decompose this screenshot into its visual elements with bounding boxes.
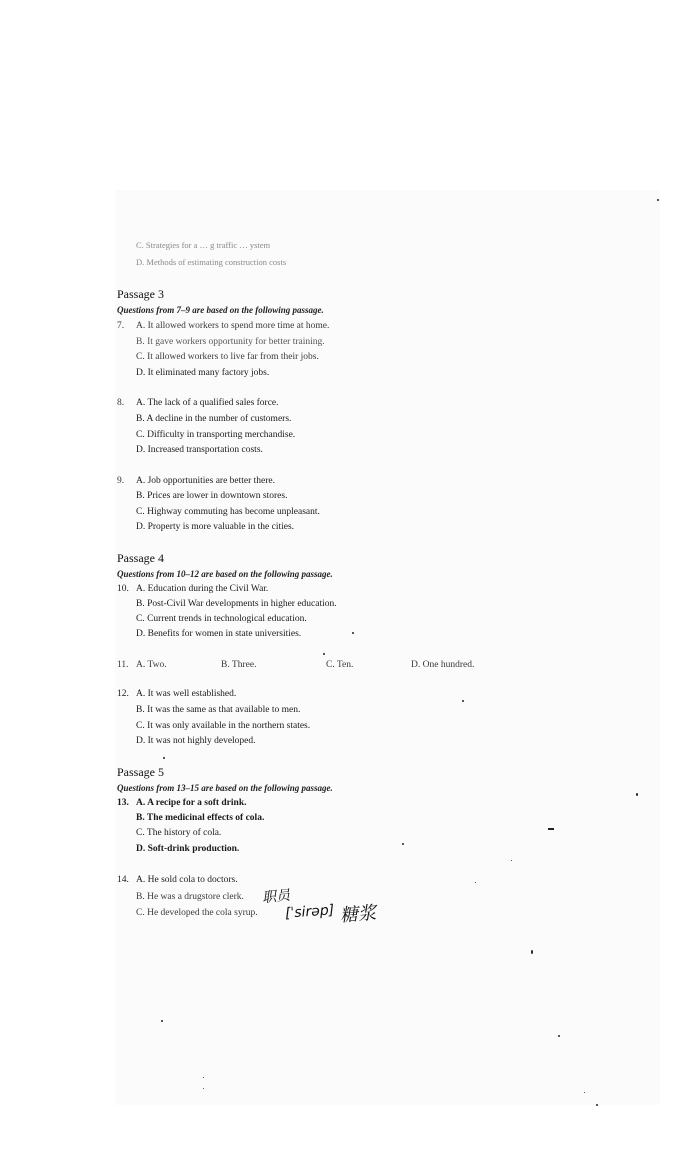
- question-11-option-c: C. Ten.: [326, 660, 354, 670]
- question-10-option-c: C. Current trends in technological education.: [136, 614, 307, 624]
- scan-speck: [596, 1104, 598, 1106]
- scan-speck: [584, 1092, 585, 1093]
- question-9-option-a: A. Job opportunities are better there.: [136, 476, 276, 486]
- question-8-option-a: A. The lack of a qualified sales force.: [136, 398, 279, 408]
- question-12-option-d: D. It was not highly developed.: [136, 736, 256, 746]
- question-8-option-d: D. Increased transportation costs.: [136, 445, 263, 455]
- question-7-option-d: D. It eliminated many factory jobs.: [136, 368, 270, 378]
- scan-speck: [636, 793, 638, 796]
- passage-5-title: Passage 5: [117, 765, 164, 779]
- question-7-option-b: B. It gave workers opportunity for better training.: [136, 337, 325, 347]
- scan-speck: [402, 843, 404, 845]
- faded-option-d: D. Methods of estimating construction costs: [136, 257, 287, 267]
- question-13-option-a: A. A recipe for a soft drink.: [136, 798, 247, 808]
- question-14-option-c: C. He developed the cola syrup.: [136, 908, 258, 918]
- scan-speck: [323, 653, 325, 655]
- scan-speck: [163, 757, 165, 759]
- passage-3-title: Passage 3: [117, 287, 164, 301]
- scan-speck: [203, 1088, 204, 1089]
- question-7-number: 7.: [117, 321, 125, 331]
- handwritten-note-syrup-chinese: 糖浆: [339, 902, 377, 927]
- question-10-option-a: A. Education during the Civil War.: [136, 584, 269, 594]
- question-12-option-c: C. It was only available in the northern states.: [136, 721, 311, 731]
- question-11-number: 11.: [117, 660, 129, 670]
- question-11-option-b: B. Three.: [221, 660, 257, 670]
- question-13-number: 13.: [117, 798, 129, 808]
- scan-speck: [462, 700, 464, 702]
- question-11-option-a: A. Two.: [136, 660, 167, 670]
- scan-speck: [511, 860, 512, 861]
- scan-speck: [657, 199, 659, 201]
- question-9-option-d: D. Property is more valuable in the cities.: [136, 522, 295, 532]
- question-12-option-a: A. It was well established.: [136, 689, 237, 699]
- question-12-number: 12.: [117, 689, 129, 699]
- question-7-option-c: C. It allowed workers to live far from their jobs.: [136, 352, 319, 362]
- question-7-option-a: A. It allowed workers to spend more time at home.: [136, 321, 330, 331]
- faded-option-c: C. Strategies for a … g traffic … ystem: [136, 240, 271, 250]
- handwritten-note-syrup-phonetic: [ˈsirəp]: [284, 902, 335, 922]
- question-9-option-b: B. Prices are lower in downtown stores.: [136, 491, 288, 501]
- question-11-option-d: D. One hundred.: [411, 660, 475, 670]
- question-8-option-b: B. A decline in the number of customers.: [136, 414, 292, 424]
- scan-speck: [531, 950, 533, 954]
- question-9-number: 9.: [117, 476, 125, 486]
- question-9-option-c: C. Highway commuting has become unpleasant.: [136, 507, 320, 517]
- question-8-number: 8.: [117, 398, 125, 408]
- question-10-number: 10.: [117, 584, 129, 594]
- question-13-option-c: C. The history of cola.: [136, 828, 222, 838]
- scan-speck: [475, 882, 476, 883]
- scan-speck: [548, 828, 554, 830]
- question-13-option-b: B. The medicinal effects of cola.: [136, 813, 265, 823]
- passage-3-intro: Questions from 7–9 are based on the following passage.: [117, 305, 324, 315]
- passage-5-intro: Questions from 13–15 are based on the following passage.: [117, 783, 333, 793]
- question-12-option-b: B. It was the same as that available to men.: [136, 705, 301, 715]
- scan-speck: [161, 1020, 163, 1022]
- scan-speck: [558, 1035, 560, 1037]
- passage-4-title: Passage 4: [117, 551, 164, 565]
- question-14-option-a: A. He sold cola to doctors.: [136, 875, 238, 885]
- question-8-option-c: C. Difficulty in transporting merchandise.: [136, 430, 296, 440]
- question-14-option-b: B. He was a drugstore clerk.: [136, 892, 244, 902]
- scan-speck: [203, 1077, 204, 1078]
- question-13-option-d: D. Soft-drink production.: [136, 844, 240, 854]
- passage-4-intro: Questions from 10–12 are based on the following passage.: [117, 569, 333, 579]
- handwritten-note-clerk: 职员: [261, 887, 291, 907]
- question-14-number: 14.: [117, 875, 129, 885]
- scan-speck: [352, 632, 354, 634]
- question-10-option-b: B. Post-Civil War developments in higher education.: [136, 599, 337, 609]
- question-10-option-d: D. Benefits for women in state universities.: [136, 629, 302, 639]
